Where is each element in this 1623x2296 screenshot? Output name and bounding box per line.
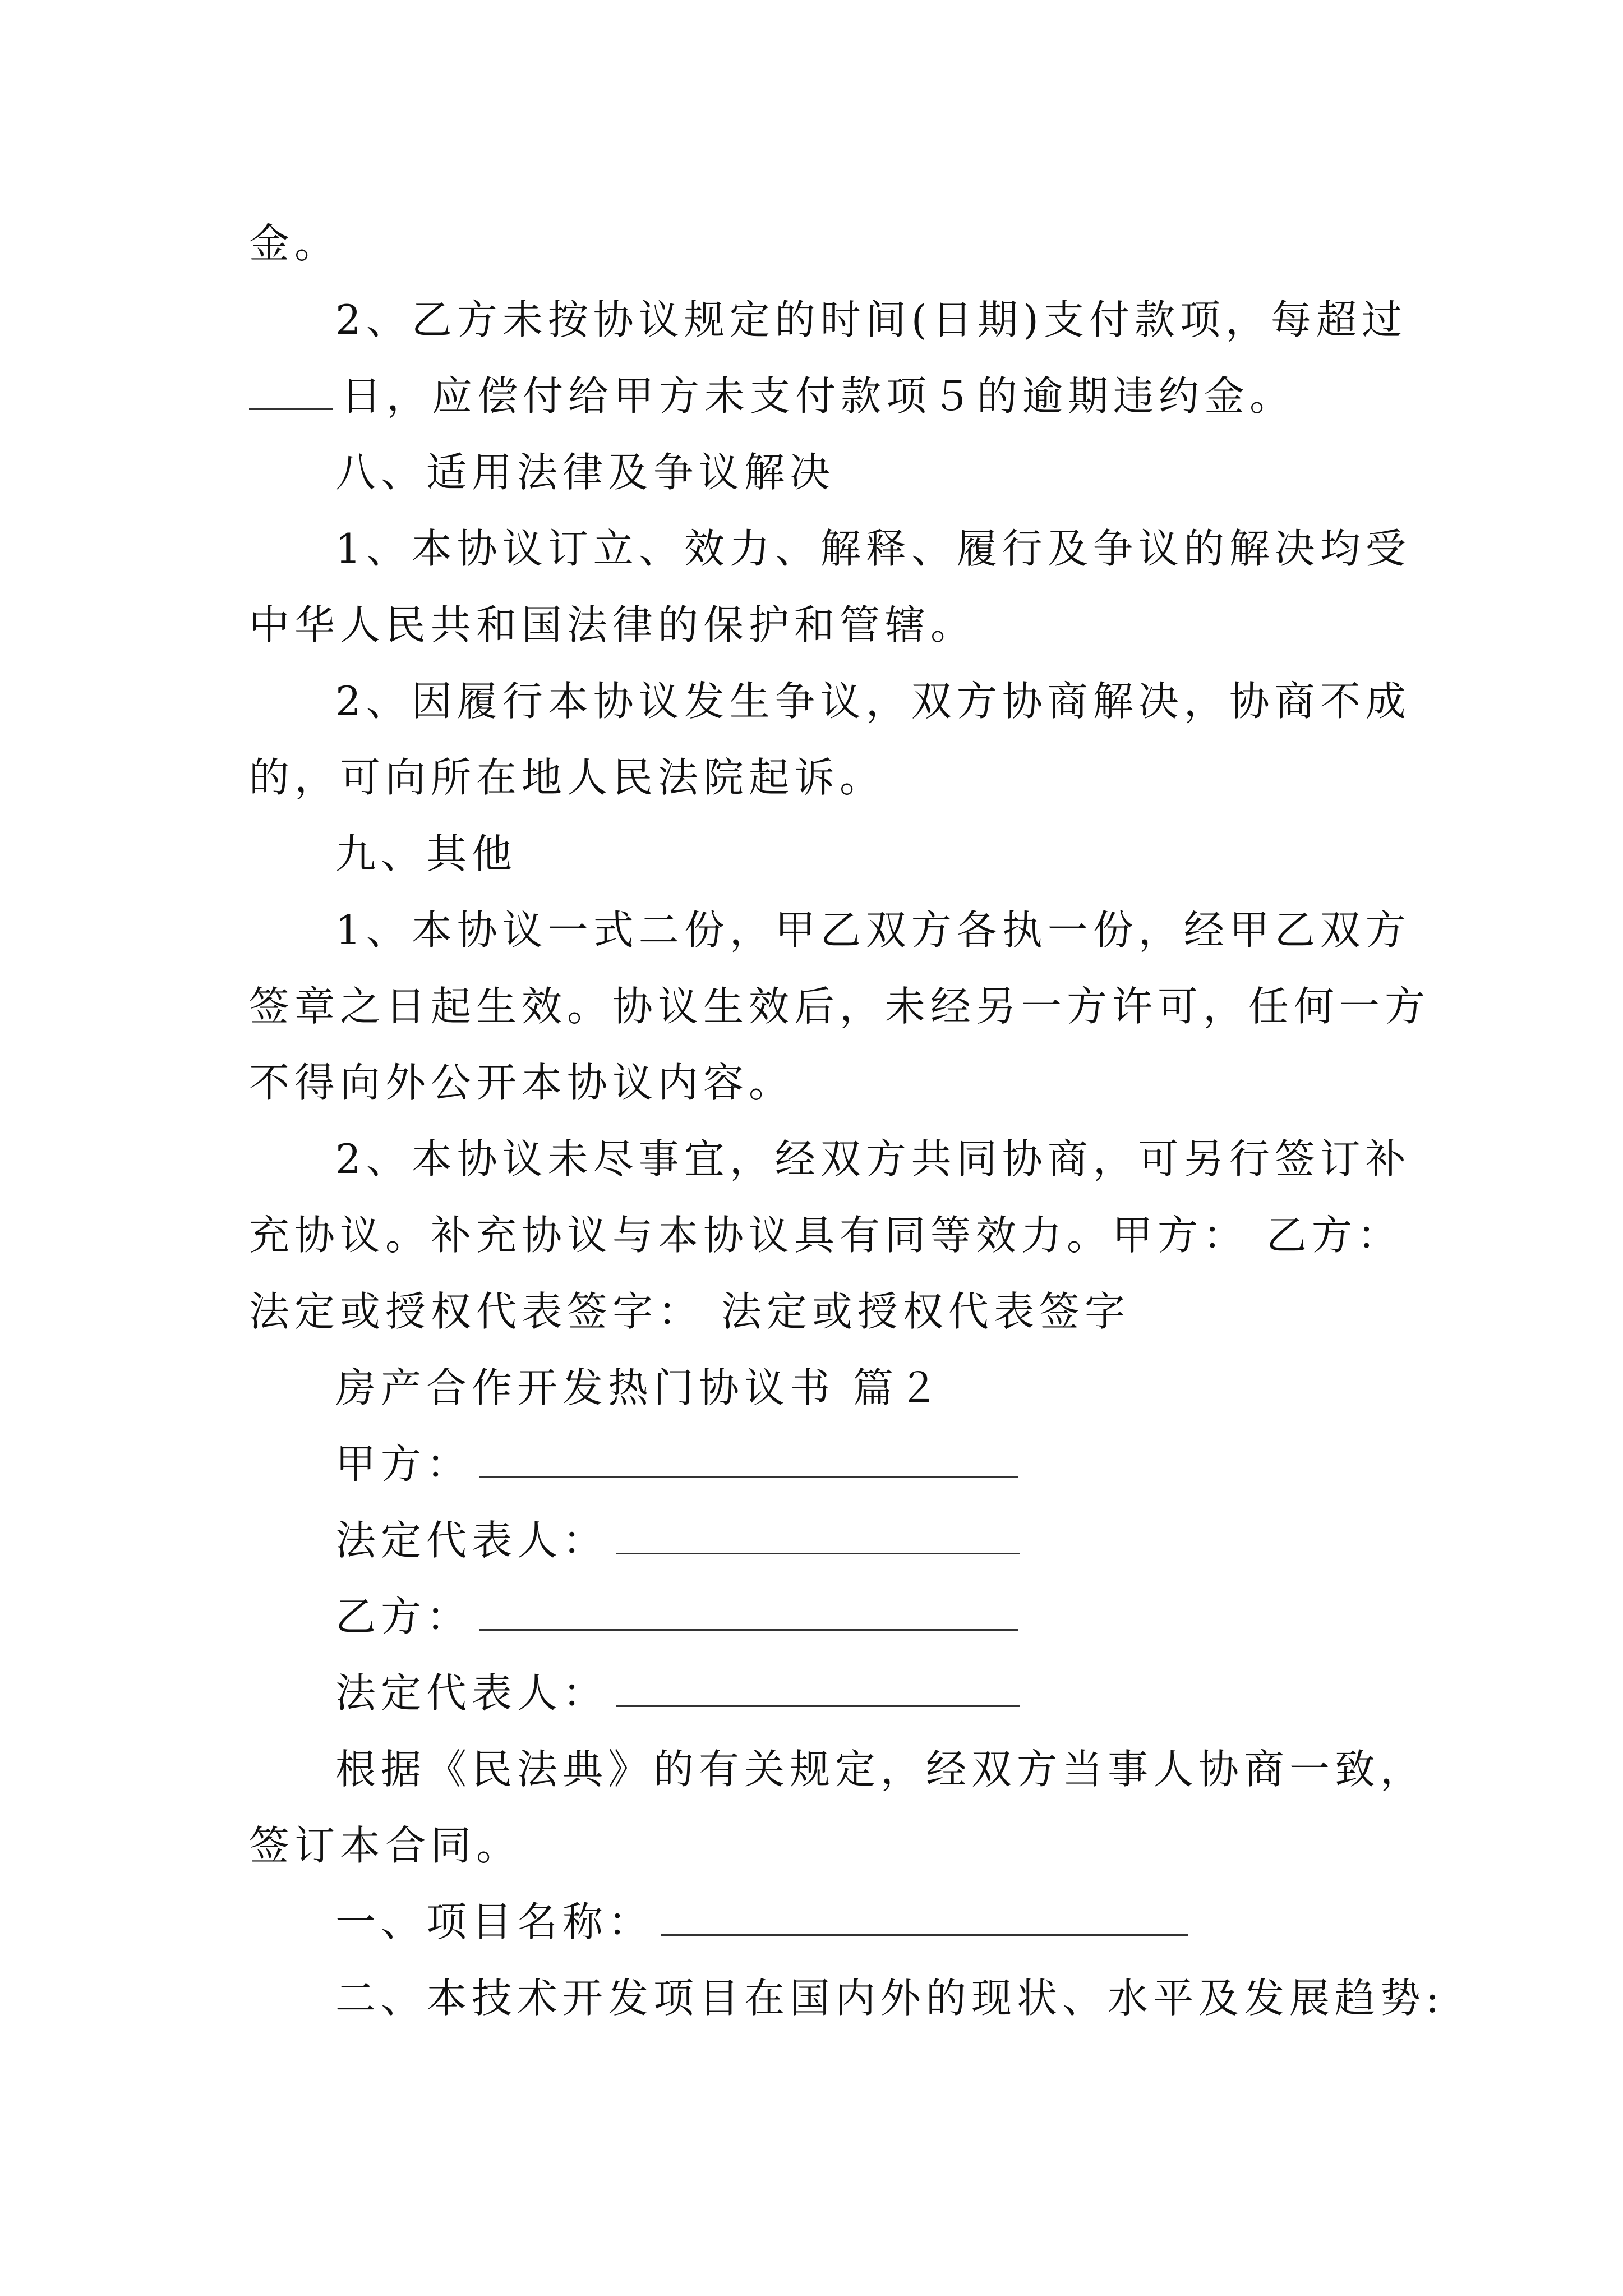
- party-b-label: 乙方：: [335, 1593, 472, 1640]
- legal-rep-b-line: [335, 1655, 1468, 1732]
- text-line: 中华人民共和国法律的保护和管辖。: [249, 601, 976, 648]
- text-line: 金。: [249, 220, 340, 267]
- party-b-line: [335, 1579, 1468, 1655]
- text-line: 不得向外公开本协议内容。: [249, 1059, 795, 1106]
- text-line: 2、乙方未按协议规定的时间(日期)支付款项，每超过: [335, 296, 1407, 343]
- signature-line: 法定或授权代表签字： 法定或授权代表签字: [249, 1288, 1130, 1335]
- fill-in-blank: [249, 374, 333, 410]
- legal-rep-b-label: 法定代表人：: [335, 1669, 608, 1717]
- party-a-line: [335, 1426, 1468, 1503]
- text-line: 二、本技术开发项目在国内外的现状、水平及发展趋势:: [335, 1975, 1445, 2022]
- project-name-blank: [661, 1899, 1188, 1936]
- legal-rep-a-line: [335, 1502, 1468, 1579]
- party-a-label: 甲方：: [335, 1441, 472, 1488]
- text-line: 签订本合同。: [249, 1822, 522, 1869]
- text-line: 2、因履行本协议发生争议，双方协商解决，协商不成: [335, 678, 1411, 725]
- text-fragment: 日，应偿付给甲方未支付款项５的逾期违约金。: [341, 372, 1295, 420]
- party-a-blank: [479, 1442, 1018, 1478]
- text-line: 的，可向所在地人民法院起诉。: [249, 754, 886, 801]
- text-line: 签章之日起生效。协议生效后，未经另一方许可，任何一方: [249, 983, 1431, 1030]
- legal-rep-b-blank: [616, 1671, 1020, 1707]
- project-name-label: 一、项目名称：: [335, 1898, 654, 1945]
- text-line: 1、本协议订立、效力、解释、履行及争议的解决均受: [335, 525, 1411, 572]
- section-heading: 九、其他: [335, 830, 518, 877]
- project-name-line: [335, 1884, 1468, 1961]
- text-line: [249, 358, 1382, 435]
- legal-rep-a-blank: [616, 1518, 1020, 1554]
- text-line: 根据《民法典》的有关规定，经双方当事人协商一致，: [335, 1746, 1426, 1793]
- text-line: 2、本协议未尽事宜，经双方共同协商，可另行签订补: [335, 1135, 1411, 1182]
- party-b-blank: [479, 1594, 1018, 1631]
- section-heading: 八、适用法律及争议解决: [335, 449, 836, 496]
- text-line: 1、本协议一式二份，甲乙双方各执一份，经甲乙双方: [335, 907, 1411, 954]
- text-line: 充协议。补充协议与本协议具有同等效力。甲方： 乙方：: [249, 1212, 1403, 1259]
- legal-rep-a-label: 法定代表人：: [335, 1517, 608, 1564]
- document-title: 房产合作开发热门协议书 篇２: [335, 1364, 944, 1411]
